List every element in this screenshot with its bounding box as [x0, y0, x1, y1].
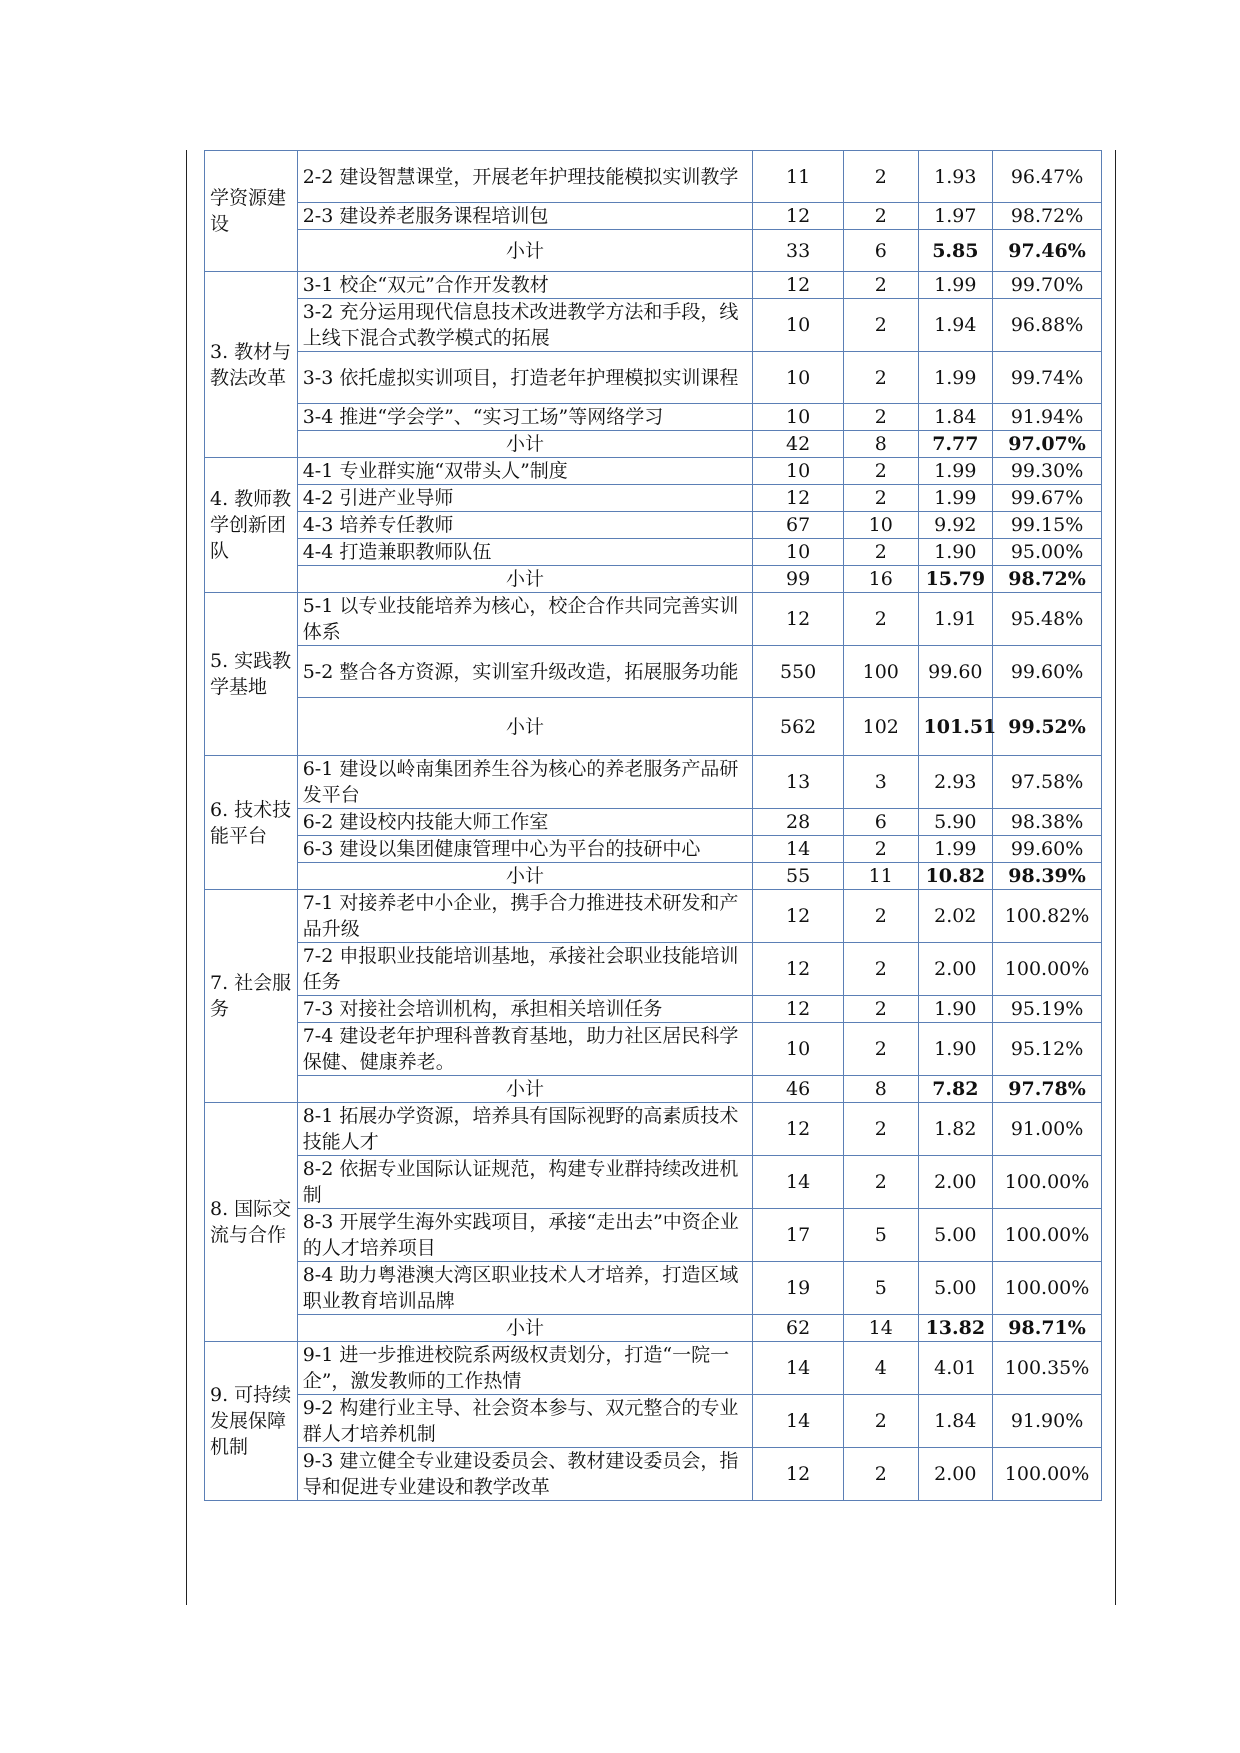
value-cell: 14 — [843, 1315, 918, 1342]
value-cell: 101.51 — [918, 698, 993, 756]
table-row — [205, 404, 1102, 431]
value-cell: 12 — [753, 1448, 844, 1501]
item-cell: 6-1 建设以岭南集团养生谷为核心的养老服务产品研发平台 — [297, 756, 753, 809]
value-cell: 2 — [843, 404, 918, 431]
value-cell: 1.84 — [918, 404, 993, 431]
percent-cell: 98.72% — [993, 203, 1102, 230]
value-cell: 12 — [753, 996, 844, 1023]
percent-cell: 91.90% — [993, 1395, 1102, 1448]
value-cell: 2 — [843, 1103, 918, 1156]
value-cell: 102 — [843, 698, 918, 756]
percent-cell: 98.72% — [993, 566, 1102, 593]
table-row — [205, 485, 1102, 512]
value-cell: 2 — [843, 458, 918, 485]
value-cell: 8 — [843, 1076, 918, 1103]
percent-cell: 99.70% — [993, 272, 1102, 299]
percent-cell: 100.82% — [993, 890, 1102, 943]
percent-cell: 98.38% — [993, 809, 1102, 836]
value-cell: 62 — [753, 1315, 844, 1342]
subtotal-row — [205, 431, 1102, 458]
table-row — [205, 1262, 1102, 1315]
category-cell: 6. 技术技能平台 — [205, 756, 298, 890]
value-cell: 33 — [753, 230, 844, 272]
table-row — [205, 299, 1102, 352]
value-cell: 2.00 — [918, 943, 993, 996]
category-cell: 5. 实践教学基地 — [205, 593, 298, 756]
subtotal-row — [205, 230, 1102, 272]
table-row — [205, 1209, 1102, 1262]
value-cell: 10 — [753, 1023, 844, 1076]
value-cell: 2.93 — [918, 756, 993, 809]
value-cell: 2 — [843, 485, 918, 512]
value-cell: 562 — [753, 698, 844, 756]
value-cell: 5 — [843, 1262, 918, 1315]
item-cell: 4-1 专业群实施“双带头人”制度 — [297, 458, 753, 485]
value-cell: 2 — [843, 352, 918, 404]
value-cell: 14 — [753, 836, 844, 863]
table-row — [205, 943, 1102, 996]
category-cell: 3. 教材与教法改革 — [205, 272, 298, 458]
item-cell: 7-3 对接社会培训机构，承担相关培训任务 — [297, 996, 753, 1023]
table-row — [205, 809, 1102, 836]
percent-cell: 95.19% — [993, 996, 1102, 1023]
item-cell: 7-2 申报职业技能培训基地，承接社会职业技能培训任务 — [297, 943, 753, 996]
item-cell: 8-3 开展学生海外实践项目，承接“走出去”中资企业的人才培养项目 — [297, 1209, 753, 1262]
percent-cell: 96.88% — [993, 299, 1102, 352]
value-cell: 5.85 — [918, 230, 993, 272]
subtotal-label: 小计 — [297, 566, 753, 593]
percent-cell: 100.00% — [993, 1156, 1102, 1209]
value-cell: 1.97 — [918, 203, 993, 230]
table-row — [205, 1103, 1102, 1156]
value-cell: 7.82 — [918, 1076, 993, 1103]
subtotal-row — [205, 863, 1102, 890]
value-cell: 10 — [753, 404, 844, 431]
item-cell: 8-1 拓展办学资源，培养具有国际视野的高素质技术技能人才 — [297, 1103, 753, 1156]
value-cell: 42 — [753, 431, 844, 458]
item-cell: 3-4 推进“学会学”、“实习工场”等网络学习 — [297, 404, 753, 431]
item-cell: 8-4 助力粤港澳大湾区职业技术人才培养，打造区域职业教育培训品牌 — [297, 1262, 753, 1315]
value-cell: 10 — [753, 352, 844, 404]
value-cell: 2.00 — [918, 1156, 993, 1209]
table-row — [205, 151, 1102, 203]
value-cell: 46 — [753, 1076, 844, 1103]
item-cell: 4-3 培养专任教师 — [297, 512, 753, 539]
value-cell: 15.79 — [918, 566, 993, 593]
value-cell: 8 — [843, 431, 918, 458]
value-cell: 12 — [753, 272, 844, 299]
item-cell: 2-3 建设养老服务课程培训包 — [297, 203, 753, 230]
value-cell: 2 — [843, 943, 918, 996]
value-cell: 99 — [753, 566, 844, 593]
item-cell: 5-2 整合各方资源，实训室升级改造，拓展服务功能 — [297, 646, 753, 698]
value-cell: 12 — [753, 593, 844, 646]
value-cell: 19 — [753, 1262, 844, 1315]
table-row — [205, 1395, 1102, 1448]
percent-cell: 100.00% — [993, 1448, 1102, 1501]
item-cell: 9-2 构建行业主导、社会资本参与、双元整合的专业群人才培养机制 — [297, 1395, 753, 1448]
value-cell: 1.99 — [918, 352, 993, 404]
percent-cell: 91.94% — [993, 404, 1102, 431]
value-cell: 1.90 — [918, 539, 993, 566]
subtotal-label: 小计 — [297, 431, 753, 458]
item-cell: 4-4 打造兼职教师队伍 — [297, 539, 753, 566]
value-cell: 5.00 — [918, 1209, 993, 1262]
percent-cell: 91.00% — [993, 1103, 1102, 1156]
value-cell: 12 — [753, 1103, 844, 1156]
value-cell: 2 — [843, 151, 918, 203]
value-cell: 1.93 — [918, 151, 993, 203]
percent-cell: 97.78% — [993, 1076, 1102, 1103]
value-cell: 2 — [843, 836, 918, 863]
percent-cell: 99.30% — [993, 458, 1102, 485]
value-cell: 55 — [753, 863, 844, 890]
subtotal-label: 小计 — [297, 230, 753, 272]
percent-cell: 97.46% — [993, 230, 1102, 272]
table-row — [205, 352, 1102, 404]
value-cell: 13.82 — [918, 1315, 993, 1342]
percent-cell: 100.00% — [993, 943, 1102, 996]
table-row — [205, 996, 1102, 1023]
subtotal-label: 小计 — [297, 1315, 753, 1342]
value-cell: 4 — [843, 1342, 918, 1395]
item-cell: 4-2 引进产业导师 — [297, 485, 753, 512]
value-cell: 6 — [843, 230, 918, 272]
value-cell: 13 — [753, 756, 844, 809]
value-cell: 99.60 — [918, 646, 993, 698]
percent-cell: 95.12% — [993, 1023, 1102, 1076]
table-row — [205, 593, 1102, 646]
subtotal-label: 小计 — [297, 863, 753, 890]
table-row — [205, 1023, 1102, 1076]
percent-cell: 99.67% — [993, 485, 1102, 512]
category-cell: 8. 国际交流与合作 — [205, 1103, 298, 1342]
value-cell: 1.90 — [918, 996, 993, 1023]
value-cell: 14 — [753, 1342, 844, 1395]
percent-cell: 96.47% — [993, 151, 1102, 203]
value-cell: 10 — [753, 299, 844, 352]
value-cell: 12 — [753, 203, 844, 230]
value-cell: 5 — [843, 1209, 918, 1262]
item-cell: 3-3 依托虚拟实训项目，打造老年护理模拟实训课程 — [297, 352, 753, 404]
table-row — [205, 512, 1102, 539]
value-cell: 3 — [843, 756, 918, 809]
value-cell: 1.82 — [918, 1103, 993, 1156]
value-cell: 2 — [843, 1023, 918, 1076]
table-row — [205, 836, 1102, 863]
value-cell: 2 — [843, 203, 918, 230]
table-row — [205, 458, 1102, 485]
item-cell: 7-1 对接养老中小企业，携手合力推进技术研发和产品升级 — [297, 890, 753, 943]
value-cell: 9.92 — [918, 512, 993, 539]
table-row — [205, 539, 1102, 566]
subtotal-row — [205, 566, 1102, 593]
value-cell: 10 — [753, 458, 844, 485]
table-row — [205, 890, 1102, 943]
item-cell: 9-1 进一步推进校院系两级权责划分，打造“一院一企”，激发教师的工作热情 — [297, 1342, 753, 1395]
value-cell: 11 — [843, 863, 918, 890]
table-row — [205, 646, 1102, 698]
percent-cell: 99.74% — [993, 352, 1102, 404]
value-cell: 2 — [843, 890, 918, 943]
subtotal-row — [205, 698, 1102, 756]
subtotal-row — [205, 1076, 1102, 1103]
value-cell: 10.82 — [918, 863, 993, 890]
subtotal-label: 小计 — [297, 698, 753, 756]
value-cell: 2 — [843, 1395, 918, 1448]
value-cell: 1.99 — [918, 272, 993, 299]
value-cell: 28 — [753, 809, 844, 836]
value-cell: 1.90 — [918, 1023, 993, 1076]
value-cell: 7.77 — [918, 431, 993, 458]
percent-cell: 97.58% — [993, 756, 1102, 809]
value-cell: 5.90 — [918, 809, 993, 836]
value-cell: 550 — [753, 646, 844, 698]
item-cell: 7-4 建设老年护理科普教育基地，助力社区居民科学保健、健康养老。 — [297, 1023, 753, 1076]
subtotal-row — [205, 1315, 1102, 1342]
item-cell: 3-2 充分运用现代信息技术改进教学方法和手段，线上线下混合式教学模式的拓展 — [297, 299, 753, 352]
percent-cell: 100.00% — [993, 1262, 1102, 1315]
value-cell: 2 — [843, 539, 918, 566]
value-cell: 1.91 — [918, 593, 993, 646]
value-cell: 2.02 — [918, 890, 993, 943]
value-cell: 67 — [753, 512, 844, 539]
subtotal-label: 小计 — [297, 1076, 753, 1103]
table-row — [205, 756, 1102, 809]
percent-cell: 100.35% — [993, 1342, 1102, 1395]
value-cell: 1.99 — [918, 485, 993, 512]
value-cell: 14 — [753, 1156, 844, 1209]
value-cell: 2 — [843, 272, 918, 299]
value-cell: 6 — [843, 809, 918, 836]
category-cell: 7. 社会服务 — [205, 890, 298, 1103]
value-cell: 2 — [843, 1448, 918, 1501]
table-row — [205, 272, 1102, 299]
category-cell: 4. 教师教学创新团队 — [205, 458, 298, 593]
value-cell: 17 — [753, 1209, 844, 1262]
value-cell: 12 — [753, 943, 844, 996]
percent-cell: 100.00% — [993, 1209, 1102, 1262]
percent-cell: 95.00% — [993, 539, 1102, 566]
table-row — [205, 203, 1102, 230]
item-cell: 9-3 建立健全专业建设委员会、教材建设委员会，指导和促进专业建设和教学改革 — [297, 1448, 753, 1501]
percent-cell: 99.60% — [993, 836, 1102, 863]
percent-cell: 99.15% — [993, 512, 1102, 539]
item-cell: 6-3 建设以集团健康管理中心为平台的技研中心 — [297, 836, 753, 863]
value-cell: 1.99 — [918, 836, 993, 863]
value-cell: 10 — [753, 539, 844, 566]
percent-cell: 97.07% — [993, 431, 1102, 458]
category-cell: 9. 可持续发展保障机制 — [205, 1342, 298, 1501]
item-cell: 3-1 校企“双元”合作开发教材 — [297, 272, 753, 299]
value-cell: 11 — [753, 151, 844, 203]
budget-table — [204, 150, 1102, 1501]
value-cell: 12 — [753, 485, 844, 512]
percent-cell: 99.60% — [993, 646, 1102, 698]
percent-cell: 99.52% — [993, 698, 1102, 756]
value-cell: 1.94 — [918, 299, 993, 352]
value-cell: 1.99 — [918, 458, 993, 485]
percent-cell: 98.71% — [993, 1315, 1102, 1342]
value-cell: 1.84 — [918, 1395, 993, 1448]
table-row — [205, 1448, 1102, 1501]
value-cell: 2 — [843, 299, 918, 352]
value-cell: 2.00 — [918, 1448, 993, 1501]
item-cell: 2-2 建设智慧课堂，开展老年护理技能模拟实训教学 — [297, 151, 753, 203]
value-cell: 16 — [843, 566, 918, 593]
value-cell: 100 — [843, 646, 918, 698]
table-row — [205, 1156, 1102, 1209]
table-row — [205, 1342, 1102, 1395]
item-cell: 5-1 以专业技能培养为核心，校企合作共同完善实训体系 — [297, 593, 753, 646]
value-cell: 14 — [753, 1395, 844, 1448]
category-cell: 学资源建设 — [205, 151, 298, 272]
value-cell: 4.01 — [918, 1342, 993, 1395]
item-cell: 6-2 建设校内技能大师工作室 — [297, 809, 753, 836]
value-cell: 5.00 — [918, 1262, 993, 1315]
value-cell: 12 — [753, 890, 844, 943]
percent-cell: 98.39% — [993, 863, 1102, 890]
value-cell: 10 — [843, 512, 918, 539]
percent-cell: 95.48% — [993, 593, 1102, 646]
item-cell: 8-2 依据专业国际认证规范，构建专业群持续改进机制 — [297, 1156, 753, 1209]
value-cell: 2 — [843, 1156, 918, 1209]
value-cell: 2 — [843, 996, 918, 1023]
value-cell: 2 — [843, 593, 918, 646]
